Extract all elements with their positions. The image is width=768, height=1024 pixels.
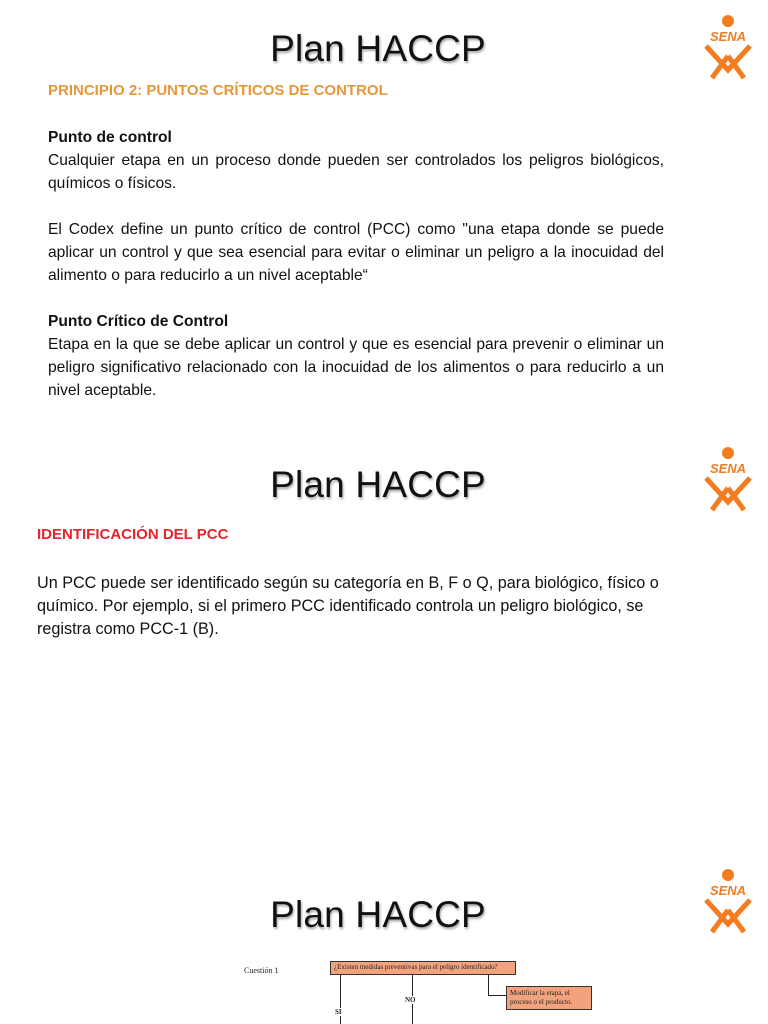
flowchart-si-label: SI <box>335 1008 342 1016</box>
section-subhead: IDENTIFICACIÓN DEL PCC <box>37 526 229 543</box>
control-point-heading: Punto de control <box>48 129 172 146</box>
slide-1 <box>0 0 768 430</box>
codex-definition <box>48 218 664 287</box>
svg-text:SENA: SENA <box>709 29 747 44</box>
slide-2 <box>0 430 768 862</box>
section-subhead: PRINCIPIO 2: PUNTOS CRÍTICOS DE CONTROL <box>48 82 388 99</box>
slide-title: Plan HACCP <box>270 464 486 505</box>
svg-text:SENA: SENA <box>709 883 747 898</box>
sena-logo <box>692 866 764 940</box>
pcc-identification-text: Un PCC puede ser identificado según su categoría en B, F o Q, para biológico, físico o químico. Por ejemplo, si el primero PCC identificado controla un peligro biológico, se registra como PCC-1 (B). <box>37 574 659 638</box>
flowchart-no-label: NO <box>405 996 416 1004</box>
flowchart-connector <box>340 975 341 1024</box>
critical-control-point-heading: Punto Crítico de Control <box>48 313 229 330</box>
slide-title: Plan HACCP <box>270 894 486 935</box>
flowchart-connector <box>488 995 506 996</box>
flowchart-modify-box: Modificar la etapa, el proceso o el producto. <box>506 986 592 1010</box>
control-point-block <box>48 126 664 195</box>
sena-logo <box>692 444 764 518</box>
sena-logo-icon <box>692 12 764 86</box>
slide-title: Plan HACCP <box>270 28 486 69</box>
codex-definition-text: El Codex define un punto crítico de control (PCC) como "una etapa donde se puede aplicar un control y que sea esencial para evitar o eliminar un peligro a la inocuidad del alimento o para reducirlo a un nivel aceptable“ <box>48 221 664 284</box>
sena-logo <box>692 12 764 86</box>
control-point-text: Cualquier etapa en un proceso donde pueden ser controlados los peligros biológicos, químicos o físicos. <box>48 152 664 192</box>
flowchart-question-label: Cuestión 1 <box>244 966 279 975</box>
critical-control-point-text: Etapa en la que se debe aplicar un control y que es esencial para prevenir o eliminar un peligro significativo relacionado con la inocuidad de los alimentos o para reducirlo a un nivel aceptable. <box>48 336 664 399</box>
slide-3 <box>0 862 768 1024</box>
flowchart-connector <box>488 975 489 995</box>
flowchart-question-box: ¿Existen medidas preventivas para el peligro identificado? <box>330 961 516 975</box>
svg-text:SENA: SENA <box>709 461 747 476</box>
sena-logo-icon <box>692 866 764 940</box>
critical-control-point-block <box>48 310 664 402</box>
sena-logo-icon <box>692 444 764 518</box>
